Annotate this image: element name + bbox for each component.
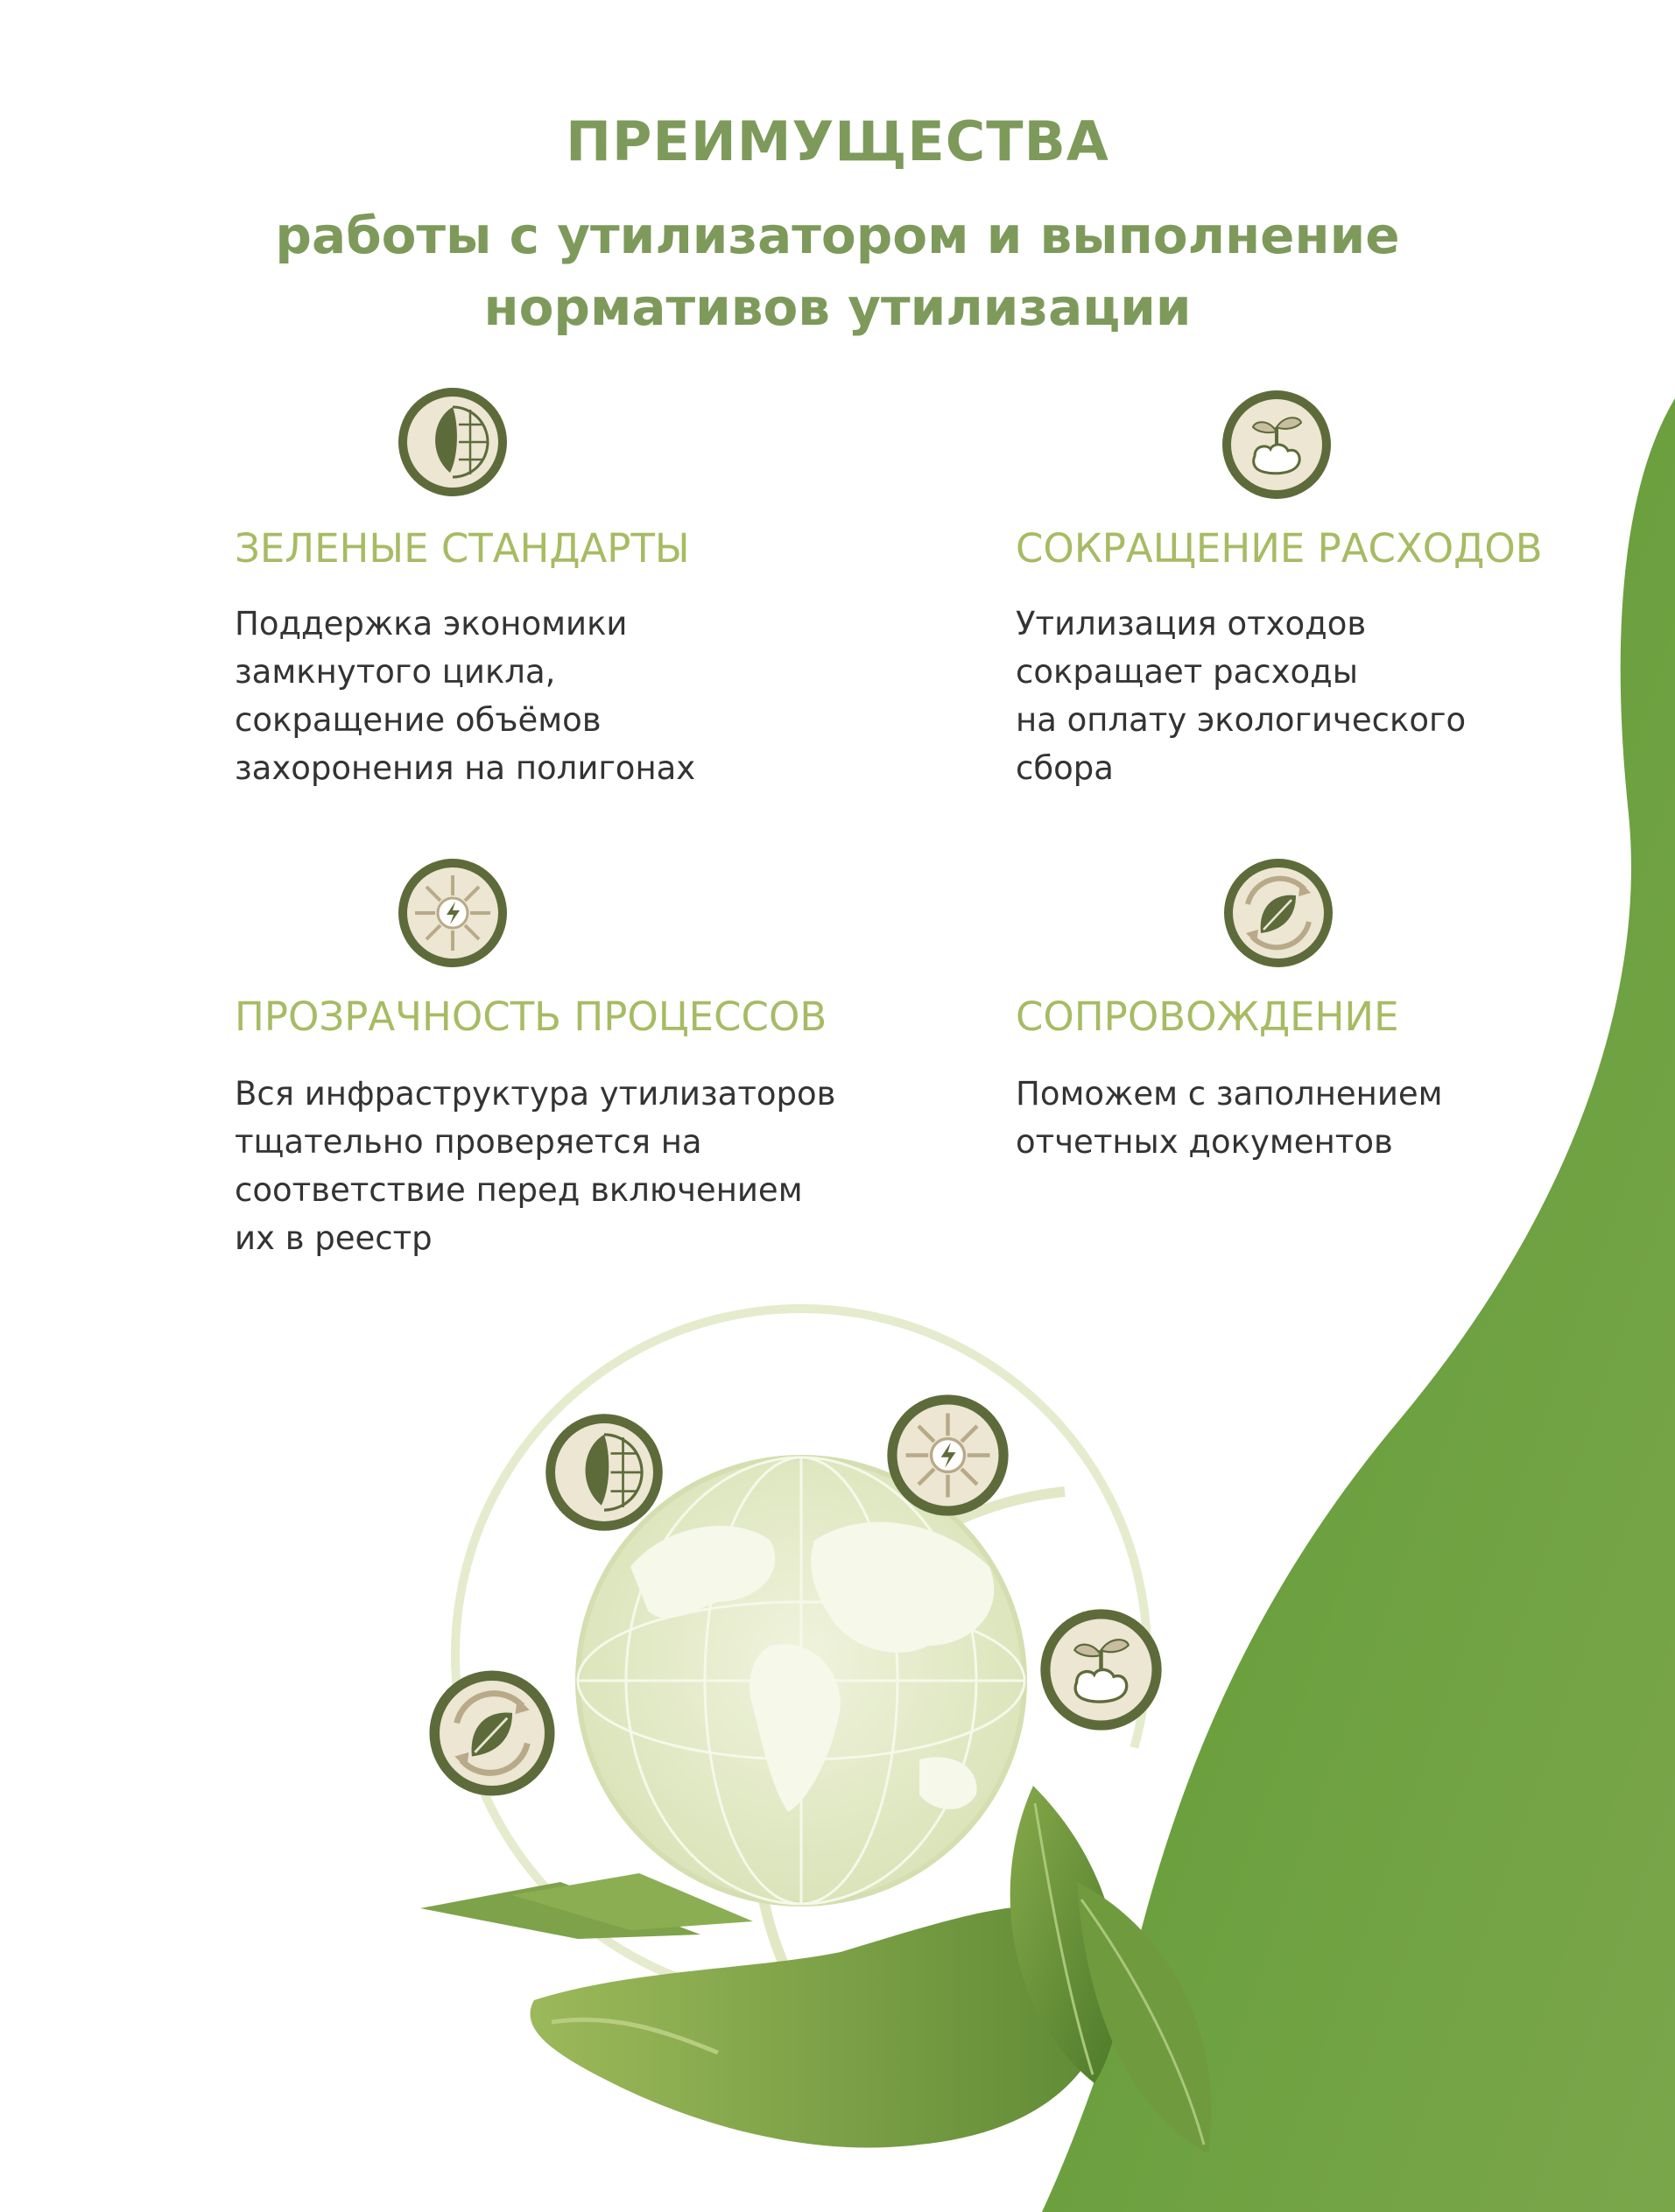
feature-title-green-standards: ЗЕЛЕНЫЕ СТАНДАРТЫ (235, 525, 690, 572)
feature-title-cost-reduction: СОКРАЩЕНИЕ РАСХОДОВ (1016, 525, 1543, 572)
feature-text-support: Поможем с заполнением отчетных документов (1016, 1075, 1443, 1161)
page-title: ПРЕИМУЩЕСТВА (566, 109, 1109, 173)
feature-title-transparency: ПРОЗРАЧНОСТЬ ПРОЦЕССОВ (235, 994, 827, 1040)
feature-text-green-standards: Поддержка экономики замкнутого цикла, сокращение объёмов захоронения на полигонах (235, 605, 696, 787)
orbit-sprout-icon (1038, 1606, 1165, 1733)
feature-text-transparency: Вся инфраструктура утилизаторов тщательно проверяется на соответствие перед включением их в реестр (235, 1075, 836, 1257)
subtitle-line-1: работы с утилизатором и выполнение (275, 206, 1400, 265)
subtitle-line-2: нормативов утилизации (483, 277, 1192, 337)
orbit-energy-arrows-icon (884, 1392, 1011, 1519)
feature-title-support: СОПРОВОЖДЕНИЕ (1016, 994, 1399, 1040)
orbit-leaf-globe-icon (543, 1411, 665, 1534)
orbit-recycle-leaf-icon (426, 1668, 558, 1799)
feature-text-cost-reduction: Утилизация отходов сокращает расходы на оплату экологического сбора (1016, 605, 1467, 787)
